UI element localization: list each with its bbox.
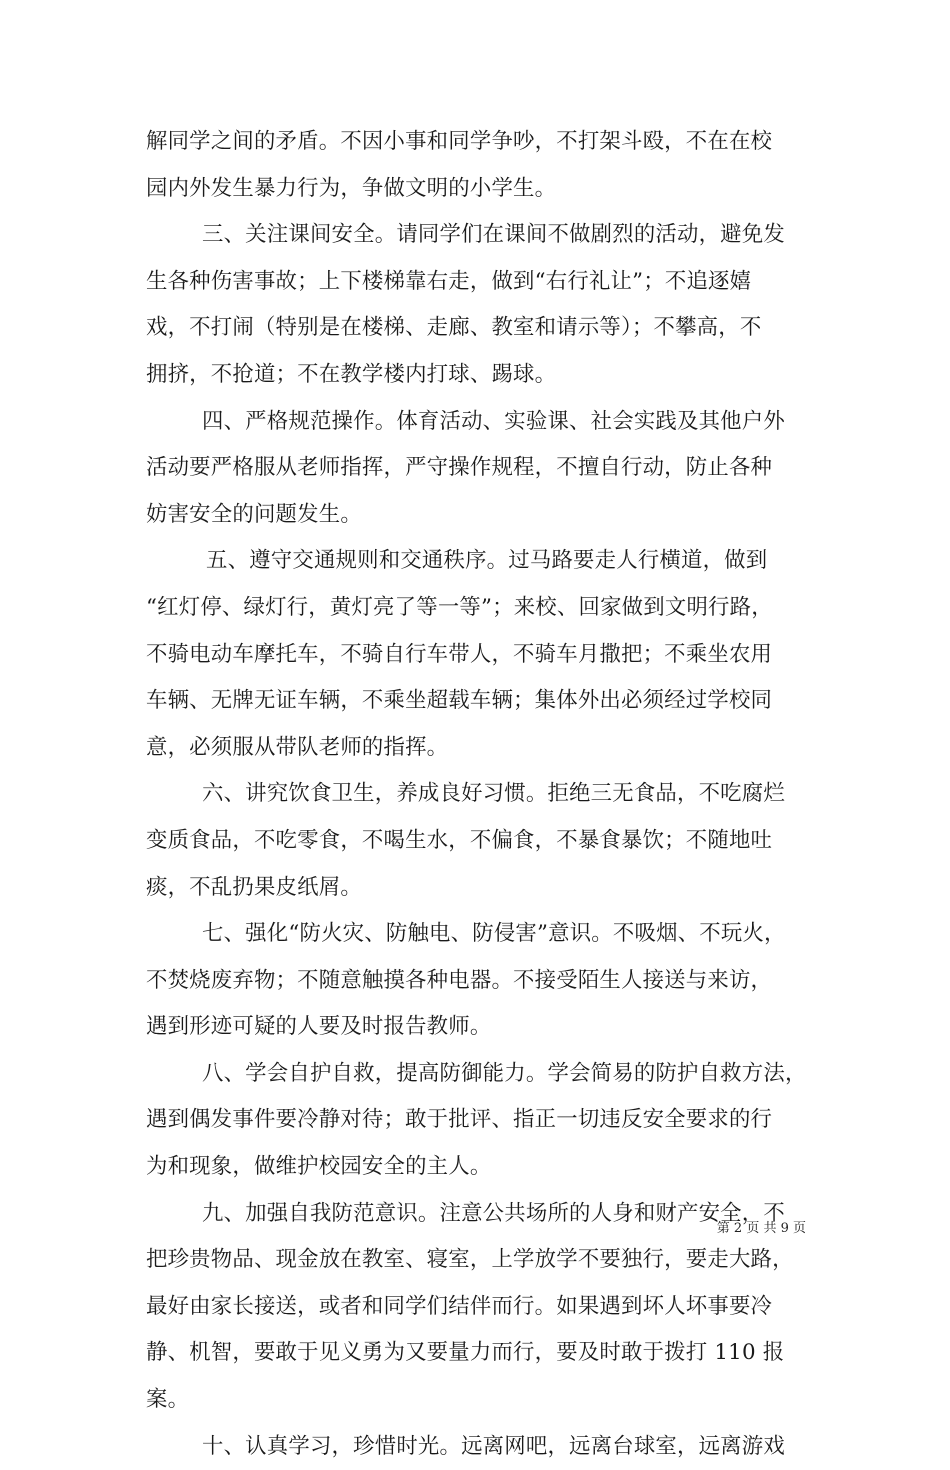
text-line: 变质食品，不吃零食，不喝生水，不偏食，不暴食暴饮；不随地吐 (146, 827, 773, 853)
text-line: 静、机智，要敢于见义勇为又要量力而行，要及时敢于拨打 110 报 (146, 1340, 785, 1366)
paragraph-8-start: 八、学会自护自救，提高防御能力。学会简易的防护自救方法， (202, 1060, 807, 1086)
paragraph-3-start: 三、关注课间安全。请同学们在课间不做剧烈的活动，避免发 (202, 222, 785, 248)
text-line: 意，必须服从带队老师的指挥。 (146, 734, 449, 760)
text-line: 不骑电动车摩托车，不骑自行车带人，不骑车月撒把；不乘坐农用 (146, 641, 773, 667)
text-line: 痰，不乱扔果皮纸屑。 (146, 874, 362, 900)
text-line: 不焚烧废弃物；不随意触摸各种电器。不接受陌生人接送与来访， (146, 967, 773, 993)
text-line: 最好由家长接送，或者和同学们结伴而行。如果遇到坏人坏事要冷 (146, 1293, 773, 1319)
paragraph-9-start: 九、加强自我防范意识。注意公共场所的人身和财产安全，不 (202, 1200, 785, 1226)
paragraph-5-start: 五、遵守交通规则和交通秩序。过马路要走人行横道，做到 (206, 548, 768, 574)
text-line: 遇到偶发事件要冷静对待；敢于批评、指正一切违反安全要求的行 (146, 1107, 773, 1133)
text-line: 戏，不打闹（特别是在楼梯、走廊、教室和请示等）；不攀高，不 (146, 315, 762, 341)
text-line: 生各种伤害事故；上下楼梯靠右走，做到“右行礼让”；不追逐嬉 (146, 268, 752, 294)
text-line: 园内外发生暴力行为，争做文明的小学生。 (146, 175, 557, 201)
text-line: 拥挤，不抢道；不在教学楼内打球、踢球。 (146, 361, 557, 387)
document-body (146, 119, 806, 1470)
text-line: 车辆、无牌无证车辆，不乘坐超载车辆；集体外出必须经过学校同 (146, 688, 773, 714)
paragraph-4-start: 四、严格规范操作。体育活动、实验课、社会实践及其他户外 (202, 408, 785, 434)
paragraph-7-start: 七、强化“防火灾、防触电、防侵害”意识。不吸烟、不玩火， (202, 921, 786, 947)
paragraph-6-start: 六、讲究饮食卫生，养成良好习惯。拒绝三无食品，不吃腐烂 (202, 781, 785, 807)
text-line: 解同学之间的矛盾。不因小事和同学争吵，不打架斗殴，不在在校 (146, 129, 773, 154)
text-line: “红灯停、绿灯行，黄灯亮了等一等”；来校、回家做到文明行路， (146, 594, 773, 620)
text-line: 妨害安全的问题发生。 (146, 501, 362, 527)
text-line: 遇到形迹可疑的人要及时报告教师。 (146, 1014, 492, 1040)
text-line: 活动要严格服从老师指挥，严守操作规程，不擅自行动，防止各种 (146, 455, 773, 481)
text-line: 案。 (146, 1387, 190, 1413)
paragraph-10-start: 十、认真学习，珍惜时光。远离网吧，远离台球室，远离游戏 (202, 1433, 785, 1459)
text-line: 把珍贵物品、现金放在教室、寝室，上学放学不要独行，要走大路， (146, 1247, 794, 1273)
page-number-footer: 第 2 页 共 9 页 (716, 1221, 806, 1236)
text-line: 为和现象，做维护校园安全的主人。 (146, 1154, 492, 1180)
